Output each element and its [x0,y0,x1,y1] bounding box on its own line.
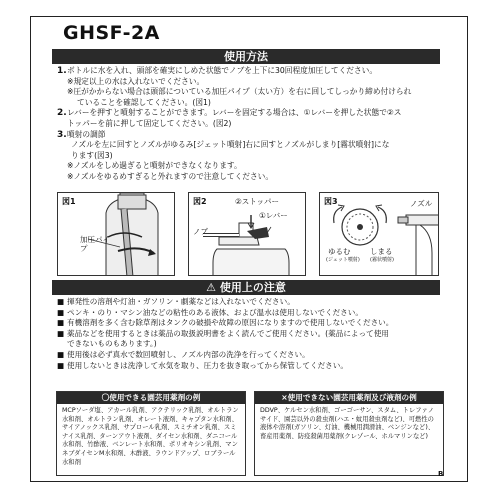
usage-header: 使用方法 [52,49,440,64]
bullet-icon: ■ [57,297,65,306]
nozzle-label: ノズル [410,199,433,208]
step-text: レバーを押すと噴射することができます。レバーを固定する場合は、①レバーを押した状態で②ス [67,108,402,118]
pressure-pipe-label: 加圧パイプ [80,235,110,253]
figure-2 [188,192,306,276]
caution-item: ■ 使用しないときは洗浄して水気を取り、圧力を抜き取ってから保管してください。 [57,360,348,370]
unusable-chemicals-list: DDVP、ケルセン水和剤、ゴーゴーサン、スタム、トレファノサイド、園芸以外の殺虫剤(ハエ・蚊用殺虫剤など)、可燃性の液体や溶剤(ガソリン、灯油、機械用潤滑油、ベンジンなど)、畜産用薬剤、防疫殺菌用薬剤(クレゾール、ホルマリンなど) [260,407,435,440]
step-number: 3. [57,129,67,140]
note-line: ※ノズルをゆるめすぎると外れますので注意してください。 [67,171,274,181]
bullet-icon: ■ [57,318,65,328]
model-number: GHSF-2A [63,22,160,44]
caution-section [57,297,443,371]
caution-header [52,280,440,295]
figure-3 [319,192,439,276]
note-line: ていることを確認してください。(図1) [77,97,211,107]
caution-item: ■ 有機溶剤を多く含む除草剤はタンクの破損や故障の原因になりますので使用しないでください。 [57,318,394,328]
knob-label: ノブ [193,227,208,236]
lever-label: ①レバー [259,211,288,220]
usage-section [57,66,443,183]
note-line: ※規定以上の水は入れないでください。 [67,76,205,86]
note-line: ※圧がかからない場合は頭部についている加圧パイプ（太い方）を右に回してしっかり締め付けられ [67,87,412,97]
stopper-label: ②ストッパー [235,197,279,206]
caution-item: ■ ペンキ・のり・マシン油などの粘性のある液体、および温水は使用しないでください。 [57,307,363,317]
figure-label: 図3 [324,197,338,206]
usable-chemicals-box [56,391,246,476]
bullet-icon: ■ [57,349,65,359]
caution-item: ■ 揮発性の溶剤や灯油・ガソリン・劇薬などは入れないでください。 [57,297,295,306]
unusable-chemicals-box [254,391,444,476]
bullet-icon: ■ [57,360,65,370]
bullet-icon: ■ [57,328,65,338]
loosen-label: ゆるむ [328,247,351,256]
caution-title: 使用上の注意 [219,281,286,294]
figure-label: 図1 [62,197,76,206]
figure-label: 図2 [193,197,207,206]
caution-item: ■ 薬品などを使用するときは薬品の取扱説明書をよく読んでご使用ください。(薬品によって使用 [57,328,389,338]
figures [57,192,439,276]
step-text: ボトルに水を入れ、頭部を確実にしめた状態でノブを上下に30回程度加圧してください。 [67,66,378,75]
step-number: 2. [57,108,67,119]
step-number: 1. [57,66,67,76]
caution-item: ■ 使用後は必ず真水で数回噴射し、ノズル内部の洗浄を行ってください。 [57,349,310,359]
step-text: ります(図3) [71,150,113,160]
jet-spray-label: (ジェット噴射) [326,257,360,263]
note-line: ※ノズルをしめ過ぎると噴射ができなくなります。 [67,161,242,171]
mist-spray-label: (霧状噴射) [370,257,394,263]
step-text: ノズルを左に回すとノズルがゆるみ[ジェット噴射]右に回すとノズルがしまり[霧状噴射]にな [71,140,390,150]
figure-1 [57,192,175,276]
tighten-label: しまる [370,247,393,256]
usable-chemicals-title: 〇使用できる園芸用薬剤の例 [57,392,245,404]
chemical-examples [56,391,444,476]
usable-chemicals-list: MCPソーダ塩、アカール乳剤、アクテリック乳剤、オルトラン水和剤、オルトラン乳剤、オレート液剤、キャプタン水和剤、サイアノックス乳剤、サプロール乳剤、スミチオン乳剤、スミナイス乳剤、ターンアウト液剤、ダイセン水和剤、ダニコール水和剤、竹酢液、ベンレート水和剤、ポリオキシン乳剤、マンネブダイセンM水和剤、木酢液、ラウンドアップ、ロブラール水和剤 [62,407,239,466]
caution-item-continued: できないものもあります。) [67,339,157,349]
page-letter: B [438,470,444,478]
step-text: トッパーを前に押して固定してください。(図2) [67,118,232,128]
warning-icon: ⚠ [206,281,220,294]
unusable-chemicals-title: ×使用できない園芸用薬剤及び液剤の例 [255,392,443,404]
bullet-icon: ■ [57,307,65,317]
step-text: 噴射の調節 [67,129,106,139]
